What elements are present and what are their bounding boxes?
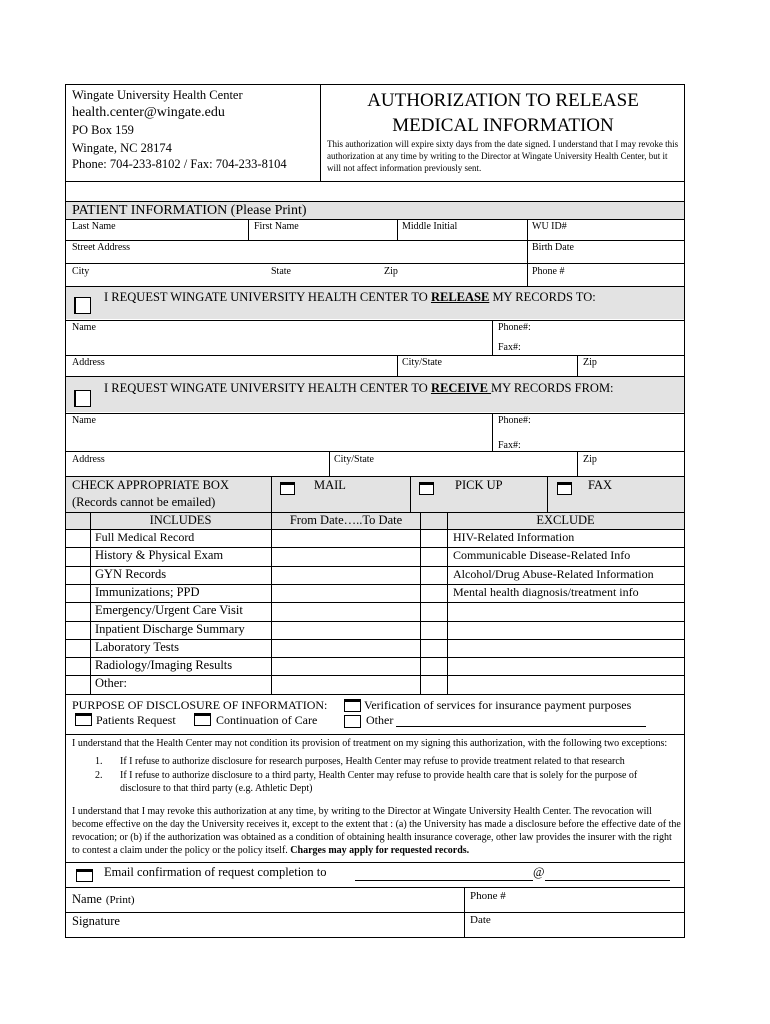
- signature-label: Signature: [72, 914, 120, 928]
- email-confirm-checkbox[interactable]: [76, 869, 93, 882]
- pickup-label: PICK UP: [455, 478, 503, 492]
- include-check-cell[interactable]: [66, 530, 90, 547]
- receive-checkbox[interactable]: [74, 390, 91, 407]
- pickup-checkbox[interactable]: [419, 482, 434, 495]
- release-label-fax: Fax#:: [498, 342, 521, 353]
- label-city: City: [72, 266, 90, 277]
- footer-date-label: Date: [470, 914, 491, 926]
- label-phone: Phone #: [532, 266, 565, 277]
- receive-label-phone: Phone#:: [498, 415, 531, 426]
- fax-label: FAX: [588, 478, 613, 492]
- name-label: Name: [72, 892, 102, 906]
- exclude-check-cell[interactable]: [421, 585, 447, 602]
- rule: [397, 219, 398, 240]
- label-middle-initial: Middle Initial: [402, 221, 458, 232]
- rule: [65, 219, 685, 220]
- legal-item1-num: 1.: [95, 756, 103, 767]
- receive-label-zip: Zip: [583, 454, 597, 465]
- include-date-range-field[interactable]: [272, 603, 420, 620]
- include-date-range-field[interactable]: [272, 622, 420, 639]
- include-item: Laboratory Tests: [95, 640, 179, 654]
- rule: [65, 734, 685, 735]
- patients-request-label: Patients Request: [96, 713, 176, 727]
- email-at-symbol: @: [533, 865, 545, 879]
- exclude-item: Communicable Disease-Related Info: [453, 548, 631, 562]
- rule: [547, 476, 548, 512]
- label-last-name: Last Name: [72, 221, 116, 232]
- include-item: Full Medical Record: [95, 530, 195, 544]
- date-range-header: From Date…..To Date: [289, 513, 403, 527]
- form-title-line2: MEDICAL INFORMATION: [392, 115, 614, 136]
- release-label-name: Name: [72, 322, 96, 333]
- label-state: State: [271, 266, 291, 277]
- legal-intro: I understand that the Health Center may not condition its provision of treatment on my signing this authorization, with the following two exceptions:: [72, 738, 668, 749]
- rule: [248, 219, 249, 240]
- continuation-label: Continuation of Care: [216, 713, 318, 727]
- rule: [65, 912, 685, 913]
- org-email: health.center@wingate.edu: [72, 105, 225, 120]
- include-check-cell[interactable]: [66, 548, 90, 565]
- other-line[interactable]: [396, 726, 646, 727]
- other-checkbox[interactable]: [344, 715, 361, 728]
- include-item: Radiology/Imaging Results: [95, 658, 233, 672]
- patient-section-title: PATIENT INFORMATION (Please Print): [72, 203, 307, 218]
- release-label-phone: Phone#:: [498, 322, 531, 333]
- receive-label-city-state: City/State: [334, 454, 374, 465]
- rule: [65, 320, 685, 321]
- receive-request-text: [104, 381, 614, 396]
- include-check-cell[interactable]: [66, 640, 90, 657]
- other-label: Other: [366, 713, 394, 727]
- rule: [577, 451, 578, 476]
- include-date-range-field[interactable]: [272, 567, 420, 584]
- expire-note: This authorization will expire sixty days from the date signed. I understand that I may revoke this authorization at any time by writing to the Director at Wingate University Health Center, but it will not affect information previously sent.: [327, 139, 679, 173]
- receive-text-post: MY RECORDS FROM:: [491, 381, 614, 395]
- include-check-cell[interactable]: [66, 622, 90, 639]
- exclude-item: HIV-Related Information: [453, 530, 575, 544]
- email-user-line[interactable]: [355, 880, 533, 881]
- legal-item2-a: If I refuse to authorize disclosure to a third party, Health Center may refuse to provide health care that is solely for the purpose of: [120, 770, 638, 781]
- release-checkbox[interactable]: [74, 297, 91, 314]
- receive-label-fax: Fax#:: [498, 440, 521, 451]
- include-check-cell[interactable]: [66, 585, 90, 602]
- rule: [271, 476, 272, 512]
- delivery-check-label: CHECK APPROPRIATE BOX: [72, 478, 229, 492]
- org-po-box: PO Box 159: [72, 123, 134, 137]
- include-check-cell[interactable]: [66, 603, 90, 620]
- include-date-range-field[interactable]: [272, 585, 420, 602]
- legal-item2-b: disclosure to that third party (e.g. Athletic Dept): [120, 783, 313, 794]
- include-date-range-field[interactable]: [272, 640, 420, 657]
- exclude-item: Alcohol/Drug Abuse-Related Information: [453, 567, 654, 581]
- include-item: GYN Records: [95, 567, 167, 581]
- rule: [65, 862, 685, 863]
- mail-label: MAIL: [314, 478, 346, 492]
- rule: [577, 355, 578, 376]
- verification-checkbox[interactable]: [344, 699, 361, 712]
- email-confirm-label: Email confirmation of request completion to: [104, 865, 327, 879]
- grid-row-rule: [65, 694, 685, 695]
- form-title-line1: AUTHORIZATION TO RELEASE: [367, 90, 639, 111]
- header-divider: [320, 84, 321, 181]
- include-date-range-field[interactable]: [272, 548, 420, 565]
- legal-revoke-text: I understand that I may revoke this authorization at any time, by writing to the Director at Wingate University Health Center. The revocation will become effective on the day the University receives it, except to the extent that : (a) the University has made a disclosure before the effective date of the revocation; or (b) if the authorization was obtained as a condition of obtaining health insurance coverage, other law provides the insurer with the right to contest a claim under the policy or the policy itself.: [72, 806, 681, 856]
- rule: [65, 240, 685, 241]
- org-city-state-zip: Wingate, NC 28174: [72, 141, 172, 155]
- include-item: Other:: [95, 676, 127, 690]
- exclude-item: Mental health diagnosis/treatment info: [453, 585, 639, 599]
- release-text-pre: I REQUEST WINGATE UNIVERSITY HEALTH CENTER TO: [104, 290, 431, 304]
- label-street-address: Street Address: [72, 242, 131, 253]
- exclude-check-cell[interactable]: [421, 548, 447, 565]
- release-text-key: RELEASE: [430, 290, 490, 304]
- rule: [65, 451, 685, 452]
- patients-request-checkbox[interactable]: [75, 713, 92, 726]
- rule: [65, 413, 685, 414]
- rule: [65, 887, 685, 888]
- mail-checkbox[interactable]: [280, 482, 295, 495]
- exclude-header: EXCLUDE: [536, 513, 595, 527]
- label-wu-id: WU ID#: [532, 221, 567, 232]
- legal-item2-num: 2.: [95, 770, 103, 781]
- grid-vline: [447, 513, 448, 694]
- release-label-zip: Zip: [583, 357, 597, 368]
- label-zip: Zip: [384, 266, 398, 277]
- rule: [492, 320, 493, 355]
- include-item: History & Physical Exam: [95, 548, 224, 562]
- include-check-cell[interactable]: [66, 658, 90, 675]
- include-date-range-field[interactable]: [272, 530, 420, 547]
- includes-header: INCLUDES: [149, 513, 212, 527]
- include-date-range-field[interactable]: [272, 676, 420, 693]
- footer-phone-label: Phone #: [470, 890, 506, 902]
- fax-checkbox[interactable]: [557, 482, 572, 495]
- receive-text-pre: I REQUEST WINGATE UNIVERSITY HEALTH CENTER TO: [104, 381, 431, 395]
- release-request-text: [104, 290, 596, 305]
- release-text-post: MY RECORDS TO:: [489, 290, 596, 304]
- label-birth-date: Birth Date: [532, 242, 574, 253]
- name-print-label: [72, 890, 135, 908]
- delivery-note: (Records cannot be emailed): [72, 495, 216, 509]
- label-first-name: First Name: [254, 221, 299, 232]
- release-label-address: Address: [72, 357, 105, 368]
- release-label-city-state: City/State: [402, 357, 442, 368]
- rule: [65, 263, 685, 264]
- org-phone-fax: Phone: 704-233-8102 / Fax: 704-233-8104: [72, 157, 287, 171]
- rule: [527, 219, 528, 286]
- print-paren: (Print): [105, 894, 135, 906]
- rule: [410, 476, 411, 512]
- legal-charges: Charges may apply for requested records.: [290, 845, 470, 856]
- legal-revoke: [72, 805, 682, 857]
- receive-label-name: Name: [72, 415, 96, 426]
- verification-label: Verification of services for insurance payment purposes: [364, 698, 632, 712]
- grid-vline: [90, 513, 91, 694]
- rule: [397, 355, 398, 376]
- exclude-check-cell[interactable]: [421, 567, 447, 584]
- legal-item1: If I refuse to authorize disclosure for research purposes, Health Center may refuse to provide treatment related to that research: [120, 756, 625, 767]
- receive-label-address: Address: [72, 454, 105, 465]
- email-domain-line[interactable]: [545, 880, 670, 881]
- purpose-label: PURPOSE OF DISCLOSURE OF INFORMATION:: [72, 698, 328, 712]
- include-item: Inpatient Discharge Summary: [95, 622, 245, 636]
- header-bottom-rule: [65, 181, 685, 182]
- org-name: Wingate University Health Center: [72, 88, 243, 102]
- form-title: [322, 88, 684, 138]
- rule: [65, 355, 685, 356]
- include-item: Immunizations; PPD: [95, 585, 200, 599]
- receive-text-key: RECEIVE: [430, 381, 492, 395]
- continuation-checkbox[interactable]: [194, 713, 211, 726]
- include-date-range-field[interactable]: [272, 658, 420, 675]
- include-check-cell[interactable]: [66, 567, 90, 584]
- exclude-check-cell[interactable]: [421, 530, 447, 547]
- rule: [329, 451, 330, 476]
- include-check-cell[interactable]: [66, 676, 90, 693]
- include-item: Emergency/Urgent Care Visit: [95, 603, 243, 617]
- rule: [492, 413, 493, 451]
